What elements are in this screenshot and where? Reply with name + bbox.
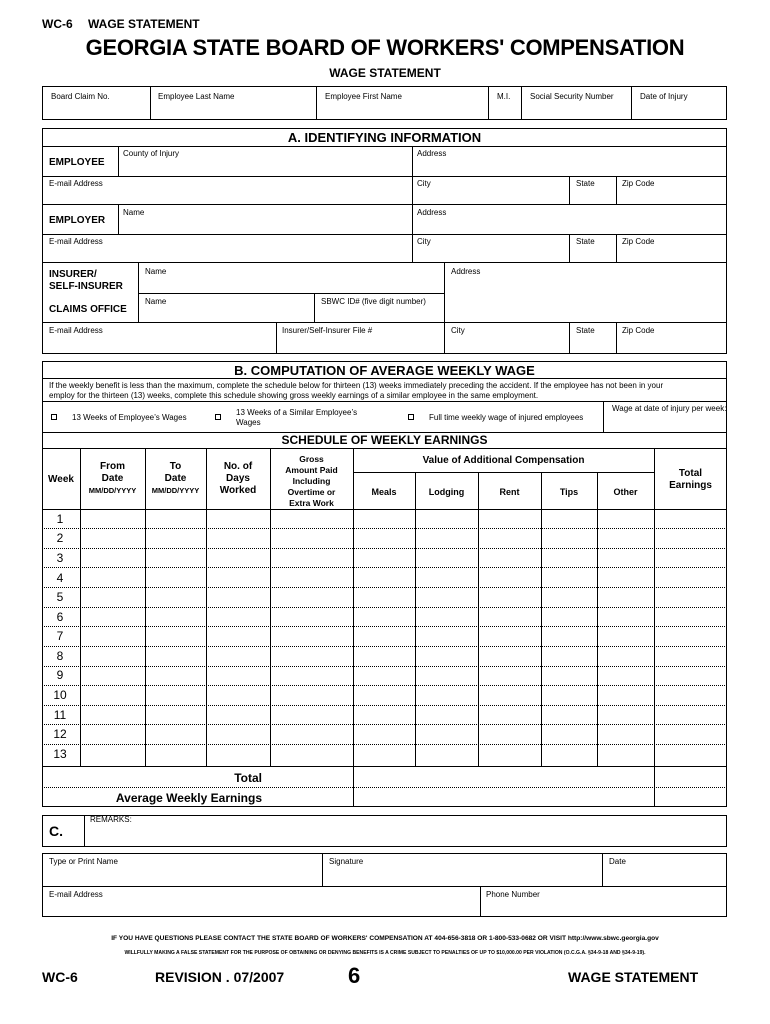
claims-office-name-field[interactable]: Name: [145, 297, 167, 306]
week-number: 8: [56, 649, 64, 663]
col-week-header: Week: [48, 474, 74, 485]
contact-email-field[interactable]: E-mail Address: [49, 890, 103, 899]
option-employee-wages-label: 13 Weeks of Employee’s Wages: [72, 413, 187, 422]
employee-first-name-field[interactable]: Employee First Name: [325, 92, 402, 101]
col-gross-line-4: Overtime or: [287, 487, 336, 497]
col-additional-header: Value of Additional Compensation: [422, 455, 585, 466]
date-of-injury-field[interactable]: Date of Injury: [640, 92, 688, 101]
col-gross-line-5: Extra Work: [289, 498, 334, 508]
employee-state-field[interactable]: State: [576, 179, 595, 188]
total-label: Total: [234, 771, 262, 785]
col-total-header: [654, 468, 727, 492]
board-claim-no-field[interactable]: Board Claim No.: [51, 92, 110, 101]
week-number: 5: [56, 590, 64, 604]
section-a-title: A. IDENTIFYING INFORMATION: [287, 130, 482, 145]
form-code: WC-6: [42, 17, 73, 31]
ssn-field[interactable]: Social Security Number: [530, 92, 614, 101]
week-number: 11: [53, 708, 67, 722]
page-subtitle: WAGE STATEMENT: [329, 66, 441, 80]
board-title: GEORGIA STATE BOARD OF WORKERS' COMPENSATION: [85, 35, 685, 60]
phone-number-field[interactable]: Phone Number: [486, 890, 540, 899]
col-other-header: Other: [613, 487, 638, 497]
option-similar-employee-label-2: Wages: [236, 418, 261, 427]
employee-address-field[interactable]: Address: [417, 149, 447, 158]
col-total-line-2: Earnings: [669, 480, 712, 491]
average-weekly-earnings-label: Average Weekly Earnings: [115, 791, 262, 805]
false-statement-warning: WILLFULLY MAKING A FALSE STATEMENT FOR THE PURPOSE OF OBTAINING OR DENYING BENEFITS IS A CRIME SUBJECT TO PENALTIES OF UP TO $10,000.00 PER VIOLATION (O.C.G.A. §34-9-18 AND §34-9-19).: [124, 950, 646, 956]
col-to-line-1: To: [169, 461, 182, 472]
col-days-line-2: Days: [226, 473, 250, 484]
insurer-email-field[interactable]: E-mail Address: [49, 326, 103, 335]
footer-revision: REVISION . 07/2007: [155, 969, 285, 985]
contact-notice: IF YOU HAVE QUESTIONS PLEASE CONTACT THE STATE BOARD OF WORKERS' COMPENSATION AT 404-656-3818 OR 1-800-533-0682 OR VISIT http://www.sbwc.georgia.gov: [111, 935, 659, 942]
col-days-line-1: No. of: [223, 461, 253, 472]
county-of-injury-field[interactable]: County of Injury: [123, 149, 180, 158]
employee-zip-field[interactable]: Zip Code: [622, 179, 655, 188]
col-from-header: [80, 461, 145, 497]
week-number: 2: [56, 531, 64, 545]
col-total-line-1: Total: [678, 468, 703, 479]
section-c-letter: C.: [49, 823, 63, 839]
col-from-line-2: Date: [101, 473, 124, 484]
col-gross-header: [270, 454, 353, 509]
col-days-line-3: Worked: [219, 485, 257, 496]
sbwc-id-field[interactable]: SBWC ID# (five digit number): [321, 297, 426, 306]
type-print-name-field[interactable]: Type or Print Name: [49, 857, 118, 866]
week-number: 13: [53, 747, 67, 761]
week-number: 9: [56, 668, 64, 682]
option-full-time-checkbox[interactable]: [408, 414, 414, 420]
option-similar-employee-label-1: 13 Weeks of a Similar Employee’s: [236, 408, 358, 417]
col-to-line-2: Date: [164, 473, 187, 484]
section-b-instructions-2: employ for the thirteen (13) weeks, complete this schedule showing gross weekly earnings of a similar employee in the same employment.: [49, 391, 539, 400]
insurer-name-field[interactable]: Name: [145, 267, 167, 276]
employer-zip-field[interactable]: Zip Code: [622, 237, 655, 246]
employer-name-field[interactable]: Name: [123, 208, 145, 217]
option-similar-employee-checkbox[interactable]: [215, 414, 221, 420]
employee-label: EMPLOYEE: [49, 157, 105, 168]
week-number: 7: [56, 629, 64, 643]
employee-email-field[interactable]: E-mail Address: [49, 179, 103, 188]
col-rent-header: Rent: [499, 487, 520, 497]
col-from-line-1: From: [100, 461, 125, 472]
section-b-title: B. COMPUTATION OF AVERAGE WEEKLY WAGE: [234, 363, 535, 378]
insurer-zip-field[interactable]: Zip Code: [622, 326, 655, 335]
mi-field[interactable]: M.I.: [497, 92, 511, 101]
insurer-address-field[interactable]: Address: [451, 267, 481, 276]
col-gross-line-1: Gross: [299, 454, 324, 464]
form-header: [42, 17, 200, 31]
employer-email-field[interactable]: E-mail Address: [49, 237, 103, 246]
claims-office-label: CLAIMS OFFICE: [49, 304, 127, 315]
col-meals-header: Meals: [371, 487, 397, 497]
employer-city-field[interactable]: City: [417, 237, 431, 246]
form-name: WAGE STATEMENT: [88, 17, 200, 31]
insurer-city-field[interactable]: City: [451, 326, 465, 335]
col-gross-line-2: Amount Paid: [285, 465, 338, 475]
date-field[interactable]: Date: [609, 857, 626, 866]
footer-form-code: WC-6: [42, 969, 78, 985]
self-insurer-label: SELF-INSURER: [49, 281, 123, 292]
insurer-file-field[interactable]: Insurer/Self-Insurer File #: [282, 326, 373, 335]
page-number: 6: [348, 963, 361, 988]
section-c: [42, 815, 727, 847]
col-gross-line-3: Including: [292, 476, 331, 486]
col-days-header: [206, 461, 270, 497]
week-number: 1: [56, 512, 64, 526]
col-to-format: MM/DD/YYYY: [151, 486, 200, 495]
insurer-label: INSURER/: [49, 269, 97, 280]
wage-at-injury-field[interactable]: Wage at date of injury per week:: [612, 404, 727, 413]
employer-state-field[interactable]: State: [576, 237, 595, 246]
option-full-time-label: Full time weekly wage of injured employees: [429, 413, 584, 422]
schedule-title: SCHEDULE OF WEEKLY EARNINGS: [281, 433, 488, 447]
col-to-header: [145, 461, 206, 497]
section-b-instructions-1: If the weekly benefit is less than the maximum, complete the schedule below for thirteen (13) weeks immediately preceding the accident. If the employee has not been in your: [49, 381, 664, 390]
week-number: 12: [53, 727, 67, 741]
week-number: 10: [53, 688, 67, 702]
col-from-format: MM/DD/YYYY: [88, 486, 137, 495]
week-number: 3: [56, 551, 64, 565]
employer-address-field[interactable]: Address: [417, 208, 447, 217]
employee-last-name-field[interactable]: Employee Last Name: [158, 92, 235, 101]
footer-form-name: WAGE STATEMENT: [568, 969, 699, 985]
signature-field[interactable]: Signature: [329, 857, 364, 866]
col-lodging-header: Lodging: [428, 487, 465, 497]
remarks-field[interactable]: REMARKS:: [90, 815, 132, 824]
week-number: 6: [56, 610, 64, 624]
week-number: 4: [56, 571, 64, 585]
insurer-state-field[interactable]: State: [576, 326, 595, 335]
col-tips-header: Tips: [559, 487, 579, 497]
employer-label: EMPLOYER: [49, 215, 106, 226]
option-employee-wages-checkbox[interactable]: [51, 414, 57, 420]
employee-city-field[interactable]: City: [417, 179, 431, 188]
